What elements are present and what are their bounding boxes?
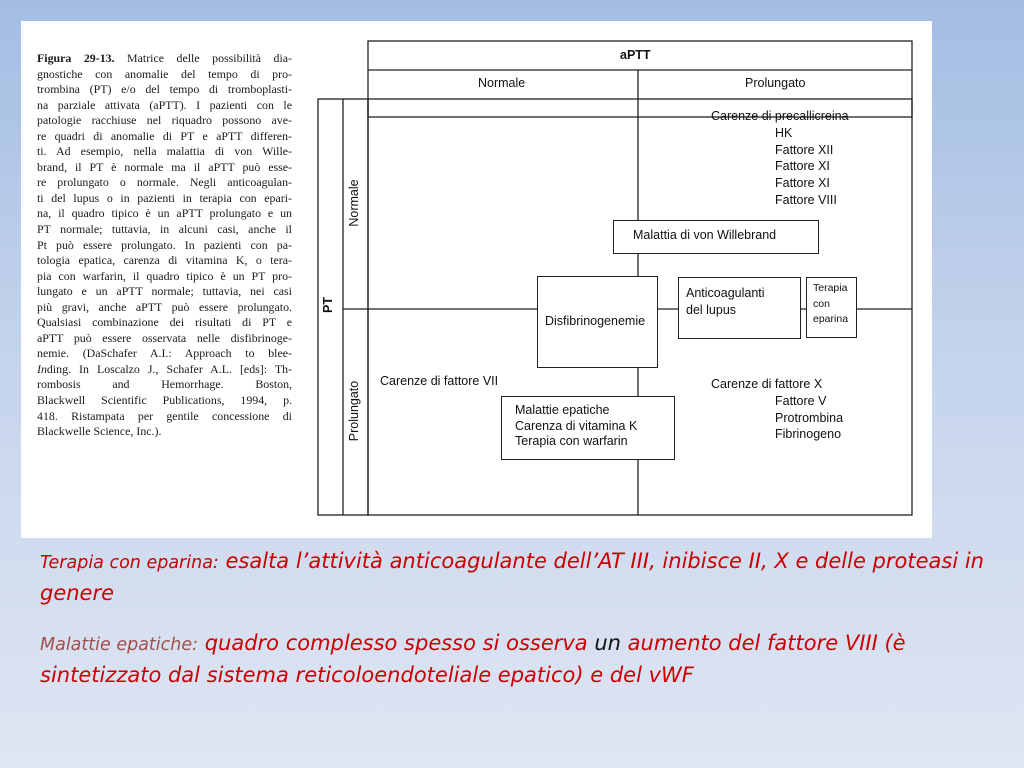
caption-figure-label: Figura 29-13. — [37, 51, 115, 65]
disfibrinogenemie-label: Disfibrinogenemie — [545, 314, 646, 328]
disfibrinogenemie-box — [537, 276, 658, 368]
caption-line: Blackwell Scientific Publications, 1994, p. — [37, 393, 292, 408]
caption-line: na, il quadro tipico è un aPTT prolungato e un — [37, 206, 292, 221]
pt-header-label: PT — [321, 297, 335, 313]
von-willebrand-label: Malattia di von Willebrand — [633, 228, 777, 242]
bottom-left-text: Carenze di fattore VII — [380, 374, 499, 388]
caption-line: più gravi, anche aPTT può essere prolungato. — [37, 299, 292, 314]
caption-line: Blackwelle Science, Inc.). — [37, 424, 162, 439]
caption-line: lungato e un aPTT normale; tuttavia, nei casi — [37, 284, 292, 299]
eparina-label-line: Terapia — [813, 282, 848, 294]
bottom-right-list — [711, 376, 843, 443]
caption-line: patologie racchiuse nel riquadro possono ave- — [37, 113, 292, 128]
malattie-epatiche-box — [501, 396, 675, 460]
list-item: Fibrinogeno — [775, 427, 842, 442]
caption-line: pia con warfarin, il quadro tipico è un PT pro- — [37, 268, 292, 283]
note-epatiche-text-un: un — [594, 631, 621, 655]
eparina-box — [806, 277, 857, 338]
list-item: Fattore VIII — [775, 192, 837, 207]
list-item: Protrombina — [775, 410, 844, 425]
epatiche-label-line: Carenza di vitamina K — [515, 418, 638, 433]
caption-line: gnostiche con anomalie del tempo di pro- — [37, 66, 292, 81]
pt-normal-label: Normale — [347, 179, 361, 227]
list-item: Fattore V — [775, 393, 827, 408]
caption-line: Inding. In Loscalzo J., Schafer A.L. [eds]: Th- — [37, 361, 292, 376]
caption-line: ti del lupus o in pazienti in terapia con epari- — [37, 190, 292, 205]
caption-line: trombina (PT) e/o del tempo di tromboplasti- — [37, 82, 292, 97]
lupus-label-line: Anticoagulanti — [686, 286, 765, 300]
list-item: Carenze di fattore X — [711, 377, 823, 391]
aptt-header-label: aPTT — [620, 48, 651, 62]
caption-line: Qualsiasi combinazione dei risultati di PT e — [37, 315, 292, 330]
caption-line: Figura 29-13. Matrice delle possibilità dia- — [37, 51, 292, 65]
note-epatiche-text-2: aumento del fattore VIII (è sintetizzato dal sistema reticoloendoteliale epatico) e del vWF — [40, 631, 906, 687]
figure-panel — [21, 21, 932, 538]
top-right-list — [711, 108, 849, 209]
lupus-label-line: del lupus — [686, 302, 737, 317]
aptt-prolonged-label: Prolungato — [745, 76, 806, 90]
caption-line: nemie. (DaSchafer A.I.: Approach to blee- — [37, 346, 292, 361]
caption-line: tologia epatica, carenza di vitamina K, o tera- — [37, 253, 292, 268]
caption-line: rombosis and Hemorrhage. Boston, — [37, 377, 292, 392]
note-epatiche-text-1: quadro complesso spesso si osserva — [198, 631, 595, 655]
caption-line: 418. Ristampata per gentile concessione di — [37, 408, 292, 423]
caption-line: aPTT può essere osservata nelle disfibrinoge- — [37, 330, 292, 345]
aptt-normal-label: Normale — [478, 76, 526, 90]
list-item: HK — [775, 125, 793, 140]
eparina-label-line: con — [813, 297, 830, 310]
caption-line: re quadri di anomalie di PT e aPTT differen- — [37, 128, 292, 143]
note-epatiche-lead: Malattie epatiche: — [40, 635, 199, 655]
pt-prolonged-label: Prolungato — [347, 380, 361, 442]
list-item: Carenze di precallicreina — [711, 109, 849, 123]
caption-line: na parziale attivata (aPTT). I pazienti con le — [37, 97, 292, 112]
von-willebrand-box — [613, 220, 819, 254]
epatiche-label-line: Terapia con warfarin — [515, 434, 628, 448]
note-epatiche — [40, 628, 1000, 690]
eparina-label-line: eparina — [813, 313, 849, 325]
list-item: Fattore XI — [775, 159, 830, 174]
caption-line: Pt può essere prolungato. In pazienti con pa- — [37, 237, 292, 252]
caption-line: ti. Ad esempio, nella malattia di von Wille- — [37, 144, 292, 159]
note-eparina-text: esalta l’attività anticoagulante dell’AT III, inibisce II, X e delle proteasi in genere — [40, 549, 984, 605]
note-eparina — [40, 546, 1000, 608]
lupus-box — [678, 277, 801, 339]
caption-line: PT normale; tuttavia, in alcuni casi, anche il — [37, 222, 292, 237]
list-item: Fattore XII — [775, 142, 834, 157]
caption-line: re prolungato o normale. Negli anticoagulan- — [37, 175, 292, 190]
note-eparina-lead: Terapia con eparina: — [40, 553, 219, 573]
epatiche-label-line: Malattie epatiche — [515, 403, 610, 417]
list-item: Fattore XI — [775, 176, 830, 191]
caption-italic-word: In — [37, 361, 47, 376]
caption-line: brand, il PT è normale ma il aPTT può esse- — [37, 159, 292, 174]
